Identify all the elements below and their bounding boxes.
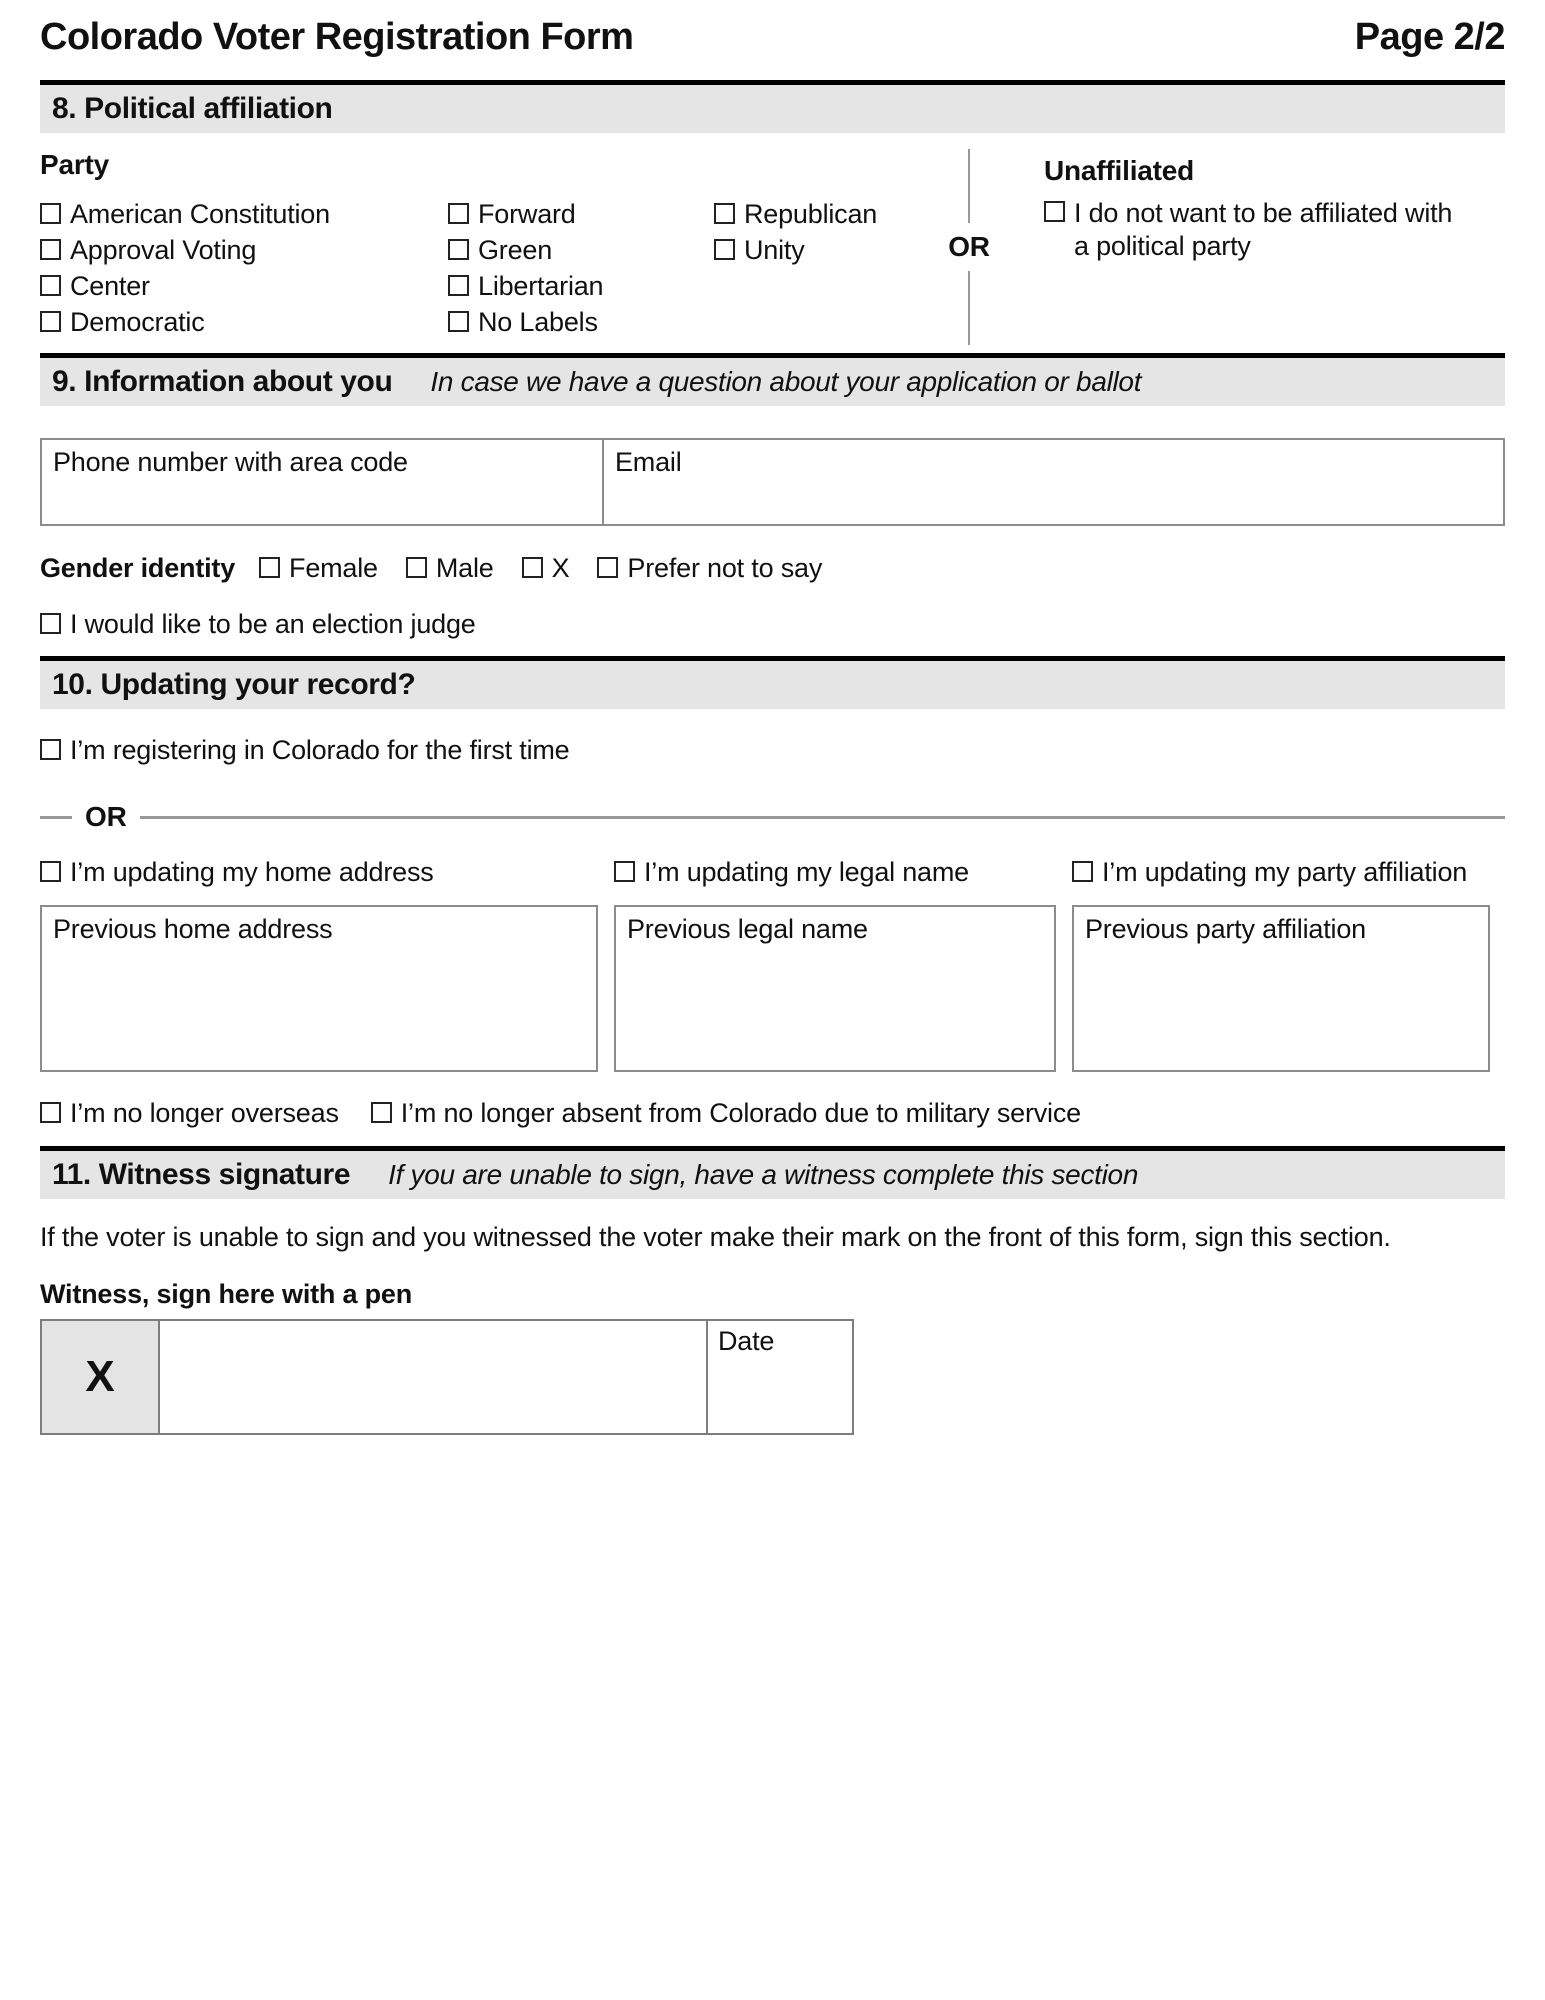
checkbox-label: Republican: [744, 199, 878, 229]
checkbox-gender-x[interactable]: [522, 553, 570, 583]
spacer: [40, 345, 1505, 353]
signature-x-mark: X: [42, 1321, 160, 1433]
checkbox-label: Center: [70, 271, 150, 301]
spacer: [40, 1128, 1505, 1146]
divider-line: [140, 816, 1505, 819]
section9-header-bar: [40, 358, 1505, 406]
checkbox-party-no-labels[interactable]: [448, 307, 714, 343]
checkbox-icon[interactable]: [40, 239, 61, 260]
unaffiliated-area: [1044, 149, 1505, 345]
checkbox-party-unity[interactable]: [714, 235, 894, 271]
checkbox-label: Prefer not to say: [627, 553, 823, 583]
checkbox-label: I’m updating my home address: [70, 857, 434, 887]
field-label: Previous party affiliation: [1085, 914, 1366, 944]
checkbox-party-republican[interactable]: [714, 199, 894, 235]
checkbox-label: Approval Voting: [70, 235, 257, 265]
field-label: Previous legal name: [627, 914, 868, 944]
email-field[interactable]: [604, 440, 1503, 524]
checkbox-icon[interactable]: [614, 861, 635, 882]
witness-signature-field[interactable]: [160, 1321, 708, 1433]
party-column-1: [40, 199, 448, 343]
checkbox-label: I would like to be an election judge: [70, 609, 476, 639]
checkbox-icon[interactable]: [40, 1102, 61, 1123]
update-options-row: [40, 857, 1505, 887]
checkbox-updating-legal-name[interactable]: [614, 857, 1056, 887]
checkbox-label: No Labels: [478, 307, 598, 337]
party-or-divider: [894, 149, 1044, 345]
witness-instruction: If the voter is unable to sign and you witnessed the voter make their mark on the front of this form, sign this section.: [40, 1222, 1391, 1252]
section8-header-bar: [40, 85, 1505, 133]
checkbox-updating-party-affiliation[interactable]: [1072, 857, 1490, 887]
phone-field-label: Phone number with area code: [53, 447, 408, 477]
checkbox-gender-prefer-not-to-say[interactable]: [597, 553, 822, 583]
overseas-row: [40, 1098, 1505, 1128]
section11-header-bar: [40, 1151, 1505, 1199]
checkbox-icon[interactable]: [371, 1102, 392, 1123]
section8-content: [40, 149, 1505, 345]
party-label: Party: [40, 149, 110, 180]
checkbox-icon[interactable]: [597, 557, 618, 578]
party-column-2: [448, 199, 714, 343]
checkbox-label: Male: [435, 553, 494, 583]
checkbox-label: X: [551, 553, 570, 583]
page-number: Page 2/2: [1354, 16, 1505, 58]
witness-date-field[interactable]: [708, 1321, 852, 1433]
checkbox-label: I’m registering in Colorado for the first time: [70, 735, 570, 765]
section9-subtitle: In case we have a question about your application or ballot: [430, 366, 1142, 397]
checkbox-icon[interactable]: [40, 613, 61, 634]
checkbox-icon[interactable]: [40, 861, 61, 882]
checkbox-gender-female[interactable]: [259, 553, 378, 583]
party-column-area: [40, 149, 894, 345]
date-field-label: Date: [718, 1326, 775, 1356]
checkbox-icon[interactable]: [40, 203, 61, 224]
first-time-row: [40, 735, 1505, 765]
checkbox-party-libertarian[interactable]: [448, 271, 714, 307]
field-label: Previous home address: [53, 914, 333, 944]
gender-identity-label: Gender identity: [40, 553, 236, 583]
witness-signature-box: [40, 1319, 854, 1435]
checkbox-icon[interactable]: [40, 311, 61, 332]
vertical-line: [968, 271, 970, 345]
checkbox-icon[interactable]: [714, 203, 735, 224]
checkbox-label: I’m updating my party affiliation: [1102, 857, 1468, 887]
checkbox-party-green[interactable]: [448, 235, 714, 271]
election-judge-row: [40, 609, 1505, 639]
checkbox-label: American Constitution: [70, 199, 330, 229]
divider-line: [40, 816, 72, 819]
checkbox-party-american-constitution[interactable]: [40, 199, 448, 235]
party-column-3: [714, 199, 894, 343]
checkbox-party-center[interactable]: [40, 271, 448, 307]
email-field-label: Email: [615, 447, 682, 477]
section9-title: 9. Information about you: [52, 365, 393, 398]
checkbox-label: I’m no longer overseas: [70, 1098, 339, 1128]
checkbox-party-democratic[interactable]: [40, 307, 448, 343]
checkbox-icon[interactable]: [448, 203, 469, 224]
section10-header-bar: [40, 661, 1505, 709]
or-label: OR: [85, 801, 127, 832]
gender-identity-row: [40, 553, 1505, 583]
previous-values-row: [40, 905, 1505, 1072]
unaffiliated-label: Unaffiliated: [1044, 155, 1195, 186]
checkbox-icon[interactable]: [40, 275, 61, 296]
checkbox-icon[interactable]: [259, 557, 280, 578]
previous-legal-name-field[interactable]: [614, 905, 1056, 1072]
section10-title: 10. Updating your record?: [52, 668, 416, 701]
checkbox-party-forward[interactable]: [448, 199, 714, 235]
or-label: OR: [948, 231, 990, 262]
checkbox-label: Forward: [478, 199, 576, 229]
vertical-line: [968, 149, 970, 223]
checkbox-updating-home-address[interactable]: [40, 857, 598, 887]
checkbox-icon[interactable]: [522, 557, 543, 578]
checkbox-no-longer-overseas[interactable]: [40, 1098, 339, 1128]
checkbox-registering-first-time[interactable]: [40, 735, 1505, 765]
checkbox-label: Green: [478, 235, 553, 265]
checkbox-label: I’m updating my legal name: [644, 857, 969, 887]
checkbox-unaffiliated[interactable]: [1044, 197, 1505, 263]
checkbox-icon[interactable]: [40, 739, 61, 760]
checkbox-party-approval-voting[interactable]: [40, 235, 448, 271]
section11-title: 11. Witness signature: [52, 1158, 351, 1191]
checkbox-icon[interactable]: [448, 311, 469, 332]
checkbox-icon[interactable]: [406, 557, 427, 578]
checkbox-label: I’m no longer absent from Colorado due to military service: [400, 1098, 1081, 1128]
party-options: [40, 199, 894, 343]
section8-title: 8. Political affiliation: [52, 92, 333, 125]
contact-info-box: [40, 438, 1505, 526]
section11-subtitle: If you are unable to sign, have a witness complete this section: [388, 1159, 1139, 1190]
witness-sign-label: Witness, sign here with a pen: [40, 1279, 413, 1309]
previous-home-address-field[interactable]: [40, 905, 598, 1072]
checkbox-label: Democratic: [70, 307, 205, 337]
checkbox-gender-male[interactable]: [406, 553, 494, 583]
form-header: [40, 16, 1505, 80]
checkbox-icon[interactable]: [1072, 861, 1093, 882]
checkbox-icon[interactable]: [714, 239, 735, 260]
checkbox-label: Female: [289, 553, 378, 583]
previous-party-affiliation-field[interactable]: [1072, 905, 1490, 1072]
spacer: [40, 639, 1505, 656]
form-title: Colorado Voter Registration Form: [40, 16, 634, 58]
checkbox-label: I do not want to be affiliated with a political party: [1074, 198, 1453, 261]
checkbox-label: Unity: [744, 235, 805, 265]
checkbox-no-longer-military-absent[interactable]: [371, 1098, 1081, 1128]
checkbox-election-judge[interactable]: [40, 609, 1505, 639]
checkbox-icon[interactable]: [448, 239, 469, 260]
or-divider-horizontal: [40, 801, 1505, 833]
checkbox-icon[interactable]: [448, 275, 469, 296]
checkbox-label: Libertarian: [478, 271, 604, 301]
checkbox-icon[interactable]: [1044, 201, 1065, 222]
phone-number-field[interactable]: [42, 440, 604, 524]
